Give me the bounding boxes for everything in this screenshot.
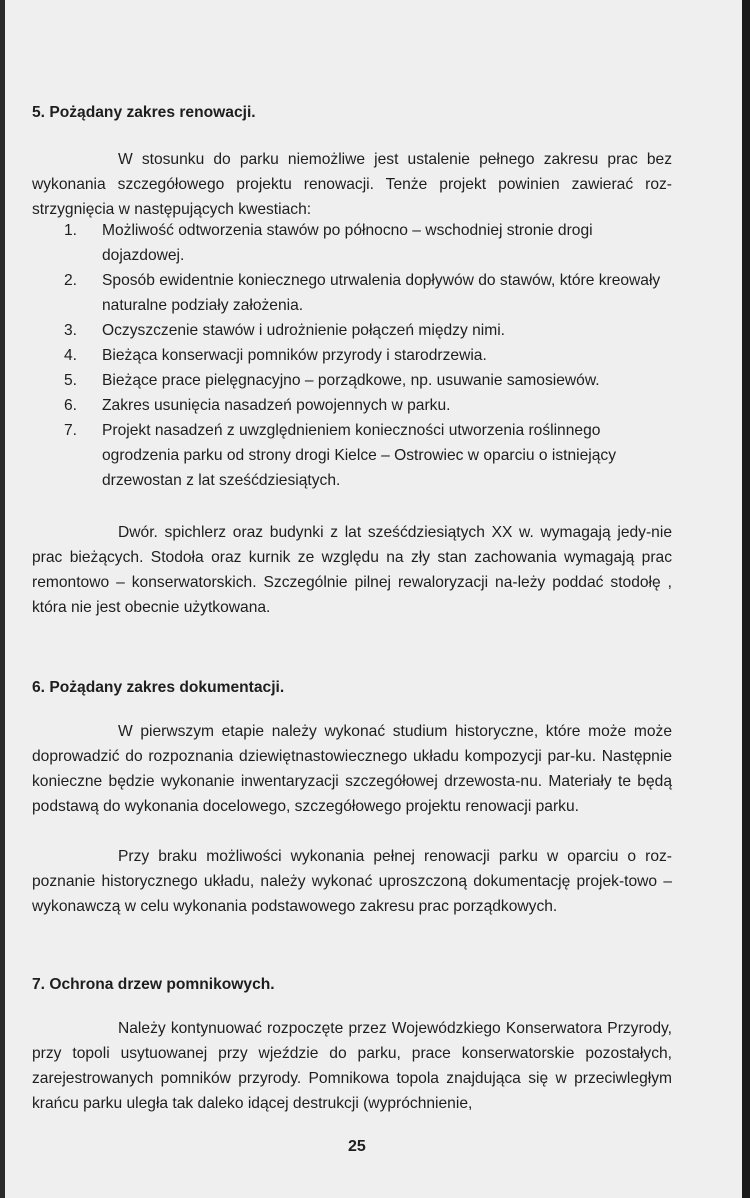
list-item: 3. Oczyszczenie stawów i udrożnienie połączeń między nimi. xyxy=(64,322,506,339)
list-item: 7. Projekt nasadzeń z uwzględnieniem konieczności utworzenia roślinnego ogrodzenia parku od strony drogi Kielce – Ostrowiec w oparciu o istniejący drzewostan z lat sześćdziesiątych. xyxy=(64,422,616,489)
section-7-paragraph-1: Należy kontynuować rozpoczęte przez Wojewódzkiego Konserwatora Przyrody, przy topoli usytuowanej przy wjeździe do parku, prace konserwatorskie pozostałych, zarejestrowanych pomników przyrody. Pomnikowa topola znajdująca się w przeciwległym krańcu parku uległa tak daleko idącej destrukcji (wypróchnienie, xyxy=(32,1020,672,1112)
list-item: 5. Bieżące prace pielęgnacyjno – porządkowe, np. usuwanie samosiewów. xyxy=(64,372,600,389)
scan-right-edge xyxy=(742,0,750,1198)
document-page xyxy=(32,0,672,1198)
section-5-intro: W stosunku do parku niemożliwe jest ustalenie pełnego zakresu prac bez wykonania szczegółowego projektu renowacji. Tenże projekt powinien zawierać roz-strzygnięcia w następujących kwestiach: xyxy=(32,151,672,218)
list-item: 4. Bieżąca konserwacji pomników przyrody i starodrzewia. xyxy=(64,347,487,364)
section-7-heading: 7. Ochrona drzew pomnikowych. xyxy=(32,976,275,993)
section-5-heading: 5. Pożądany zakres renowacji. xyxy=(32,104,256,121)
list-item: 1. Możliwość odtworzenia stawów po północno – wschodniej stronie drogi dojazdowej. xyxy=(64,222,593,264)
page-number: 25 xyxy=(348,1138,366,1155)
section-6-heading: 6. Pożądany zakres dokumentacji. xyxy=(32,679,285,696)
section-6-paragraph-2: Przy braku możliwości wykonania pełnej renowacji parku w oparciu o roz-poznanie historycznego układu, należy wykonać uproszczoną dokumentację projek-towo – wykonawczą w celu wykonania podstawowego zakresu prac porządkowych. xyxy=(32,848,672,915)
renovation-list xyxy=(32,218,672,493)
list-item: 2. Sposób ewidentnie koniecznego utrwalenia dopływów do stawów, które kreowały naturalne podziały założenia. xyxy=(64,272,661,314)
scan-left-edge xyxy=(0,0,5,1198)
list-item: 6. Zakres usunięcia nasadzeń powojennych w parku. xyxy=(64,397,451,414)
section-5-closing: Dwór. spichlerz oraz budynki z lat sześćdziesiątych XX w. wymagają jedy-nie prac bieżących. Stodoła oraz kurnik ze względu na zły stan zachowania wymagają prac remontowo – konserwatorskich. Szczególnie pilnej rewaloryzacji na-leży poddać stodołę , która nie jest obecnie użytkowana. xyxy=(32,524,672,616)
section-6-paragraph-1: W pierwszym etapie należy wykonać studium historyczne, które może może doprowadzić do rozpoznania dziewiętnastowiecznego układu kompozycji par-ku. Następnie konieczne będzie wykonanie inwentaryzacji szczegółowej drzewosta-nu. Materiały te będą podstawą do wykonania docelowego, szczegółowego projektu renowacji parku. xyxy=(32,723,672,815)
